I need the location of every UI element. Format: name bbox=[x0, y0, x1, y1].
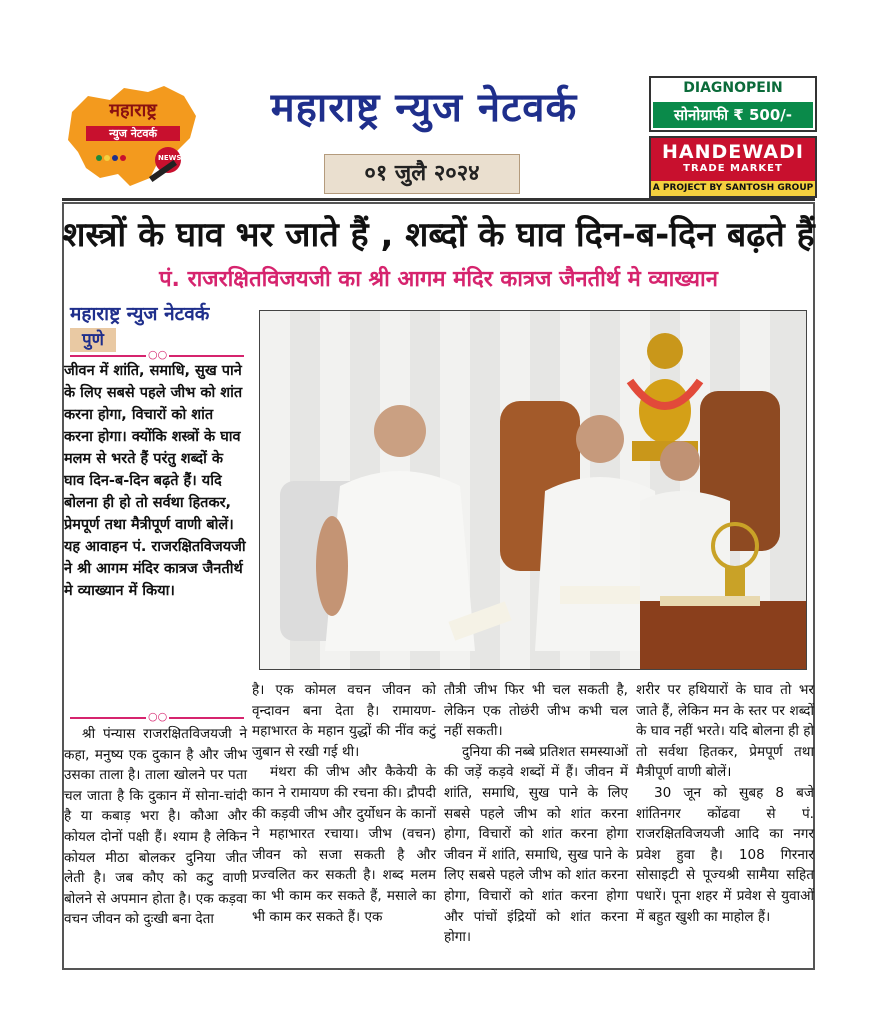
paragraph: है। एक कोमल वचन जीवन को वृन्दावन बना देता है। रामायण-महाभारत के महान युद्धों की नींव कटुं जुबान से रखी गई थी। bbox=[252, 682, 436, 760]
handewadi-ad[interactable] bbox=[649, 136, 817, 198]
article-column-4 bbox=[636, 680, 814, 927]
paragraph: श्री पंन्यास राजरक्षितविजयजी ने कहा, मनुष्य एक दुकान है और जीभ उसका ताला है। ताला खोलने पर पता चल जाता है कि दुकान में सोना-चांदी है या कबाड़ भरा है। कौआ और कोयल दोनों पक्षी हैं। श्याम है लेकिन कोयल मीठा बोलकर दुनिया जीत लेती है। जब कौए को कटु वाणी बोलने से अपमान होता है। एक कड़वा वचन जीवन को दुःखी बना देता bbox=[64, 726, 247, 928]
logo-subtitle: न्युज नेटवर्क bbox=[86, 126, 180, 141]
article-headline: शस्त्रों के घाव भर जाते हैं , शब्दों के घाव दिन-ब-दिन बढ़ते हैं bbox=[62, 215, 815, 255]
article-photo bbox=[259, 310, 807, 670]
section-divider: ○○ bbox=[70, 717, 244, 719]
newspaper-logo bbox=[64, 82, 200, 190]
article-subheadline: पं. राजरक्षितविजयजी का श्री आगम मंदिर कात्रज जैनतीर्थ मे व्याख्यान bbox=[159, 267, 718, 292]
logo-title: महाराष्ट्र bbox=[109, 100, 157, 121]
diagnopein-ad[interactable] bbox=[649, 76, 817, 132]
article-intro: जीवन में शांति, समाधि, सुख पाने के लिए सबसे पहले जीभ को शांत करना होगा, विचारों को शांत करना होगा। क्योंकि शस्त्रों के घाव मलम से भरते हैं परंतु शब्दों के घाव दिन-ब-दिन बढ़ते हैं। यदि बोलना ही हो तो सर्वथा हितकर, प्रेमपूर्ण तथा मैत्रीपूर्ण वाणी बोलें। यह आवाहन पं. राजरक्षितविजयजी ने श्री आगम मंदिर कात्रज जैनतीर्थ मे व्याख्यान में किया। bbox=[64, 363, 246, 599]
issue-date: ०१ जुलै २०२४ bbox=[324, 154, 520, 194]
masthead-title: महाराष्ट्र न्युज नेटवर्क bbox=[270, 85, 578, 131]
logo-news-badge: NEWS bbox=[158, 154, 182, 162]
handewadi-name: HANDEWADI bbox=[662, 141, 804, 163]
byline: महाराष्ट्र न्युज नेटवर्क bbox=[70, 303, 210, 325]
paragraph: मंथरा की जीभ और कैकेयी के कान ने रामायण की रचना की। द्रौपदी की कड़वी जीभ और दुर्योधन के कानों ने महाभारत रचाया। जीभ (वचन) जीवन को सजा सकती है और प्रज्वलित कर सकती है। शब्द मलम का भी काम कर सकते हैं, मसाले का भी काम कर सकते हैं। एक bbox=[252, 764, 436, 925]
diagnopein-brand: DIAGNOPEIN bbox=[683, 80, 783, 96]
logo-dots bbox=[96, 146, 126, 165]
dateline-city: पुणे bbox=[70, 328, 116, 352]
diagnopein-offer: सोनोग्राफी ₹ 500/- bbox=[653, 102, 813, 128]
paragraph: शरीर पर हथियारों के घाव तो भर जाते हैं, लेकिन मन के स्तर पर शब्दों के घाव नहीं भरते। यदि बोलना ही हो तो सर्वथा हितकर, प्रेमपूर्ण तथा मैत्रीपूर्ण वाणी बोलें। bbox=[636, 682, 814, 781]
paragraph: दुनिया की नब्बे प्रतिशत समस्याओं की जड़ें कड़वे शब्दों में हैं। जीवन में शांति, समाधि, सुख पाने के लिए सबसे पहले जीभ को शांत करना होगा, विचारों को शांत करना होगा जीवन में शांति, समाधि, सुख पाने के लिए सबसे पहले जीभ को शांत करना होगा, विचारों को शांत करना होगा और पांचों इंद्रियों को शांत करना होगा। bbox=[444, 743, 628, 946]
section-divider: ○○ bbox=[70, 355, 244, 357]
paragraph: 30 जून को सुबह 8 बजे शांतिनगर कोंढवा से पं. राजरक्षितविजयजी आदि का नगर प्रवेश हुवा है। 108 गिरनार सोसाइटी से पूज्यश्री सामैया सहित पधारें। पूना शहर में प्रवेश से युवाओं में बहुत खुशी का माहोल हैं। bbox=[636, 784, 814, 925]
article-column-3 bbox=[444, 680, 628, 948]
handewadi-tag: A PROJECT BY SANTOSH GROUP bbox=[651, 181, 815, 196]
paragraph: तौत्री जीभ फिर भी चल सकती है, लेकिन एक तोछंरी जीभ कभी चल नहीं सकती। bbox=[444, 682, 628, 740]
handewadi-sub: TRADE MARKET bbox=[683, 163, 783, 174]
header-rule bbox=[62, 198, 815, 201]
article-column-1 bbox=[64, 724, 247, 930]
article-column-2 bbox=[252, 680, 436, 927]
